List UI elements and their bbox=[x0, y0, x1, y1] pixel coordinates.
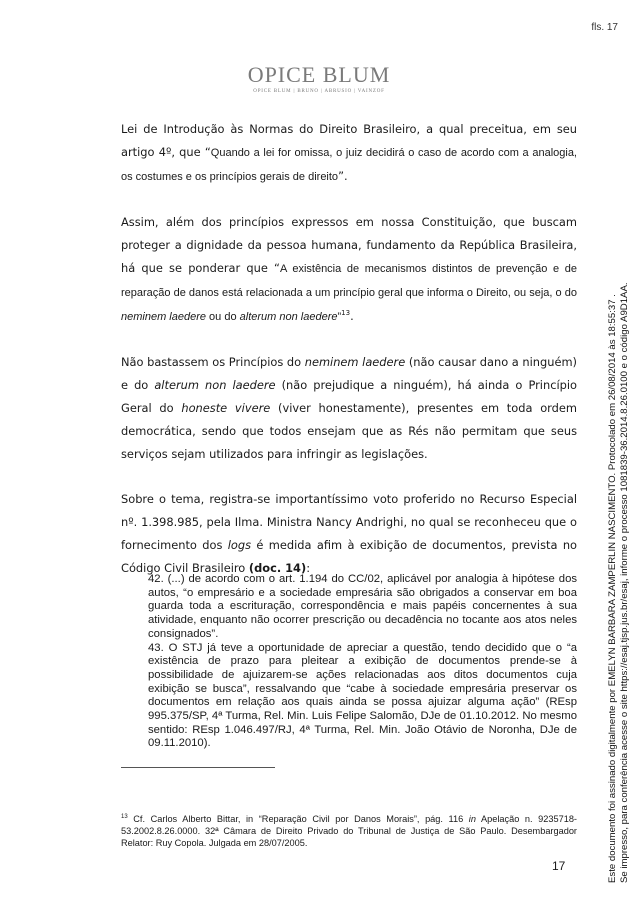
p3-text-g: (viver honestamente), presentes em toda ordem democrática, sendo que todos ensejam que as Rés não permitam que seus serviços sejam utilizados para infringir as legislações. bbox=[121, 401, 577, 461]
stamp-line-2: Se impresso, para conferência acesse o site https://esaj.tjsp.jus.br/esaj, informe o processo 1081839-36.2014.8.26.0100 e o código A9D1AA. bbox=[619, 282, 630, 883]
body-text bbox=[121, 118, 577, 580]
signature-stamp bbox=[607, 63, 631, 883]
footnote-text-c: Apelação n. 9235718-53.2002.8.26.0000. 32ª Câmara de Direito Privado do Tribunal de Justiça de São Paulo. Desembargador Relator: Ruy Copola. Julgada em 28/07/2005. bbox=[121, 814, 577, 848]
p4-colon: : bbox=[306, 561, 311, 575]
p3-latin-3: honeste vivere bbox=[181, 401, 271, 415]
p3-text-c: (não causar dano a ninguém) e do bbox=[121, 355, 577, 392]
paragraph-4 bbox=[121, 488, 577, 580]
stamp-line-1: Este documento foi assinado digitalmente por EMELYN BARBARA ZAMPERLIN NASCIMENTO. Protocolado em 26/08/2014 às 18:55:37 . bbox=[607, 294, 618, 883]
block-quote bbox=[148, 573, 577, 751]
p1-text-a: Lei de Introdução às Normas do Direito Brasileiro, a qual preceitua, em seu artigo 4º, que “ bbox=[121, 122, 577, 159]
footnote-in: in bbox=[468, 814, 476, 824]
logo-subtitle: OPICE BLUM | BRUNO | ABRUSIO | VAINZOF bbox=[253, 89, 385, 94]
paragraph-2 bbox=[121, 211, 577, 329]
p2-text-a: Assim, além dos princípios expressos em nossa Constituição, que buscam proteger a dignidade da pessoa humana, fundamento da República Brasileira, há que se ponderar que “ bbox=[121, 215, 577, 275]
footnote-ref-13: 13 bbox=[341, 309, 351, 318]
quote-item-42: 42. (...) de acordo com o art. 1.194 do CC/02, aplicável por analogia à hipótese dos autos, “o empresário e a sociedade empresária são obrigados a conservar em boa guarda toda a escrituração, correspondência e mais papéis concernentes à sua atividade, enquanto não ocorrer prescrição ou decadência no tocante aos atos neles consignados”. bbox=[148, 573, 577, 640]
p4-text-c: é medida afim à exibição de documentos, prevista no Código Civil Brasileiro bbox=[121, 538, 578, 575]
footnote-13 bbox=[121, 813, 577, 849]
p3-text-a: Não bastassem os Princípios do bbox=[121, 355, 305, 369]
logo-name: OPICE BLUM bbox=[247, 62, 391, 87]
quote-item-43: 43. O STJ já teve a oportunidade de apreciar a questão, tendo decidido que o “a existência de prazo para pleitear a exibição de documentos prende-se à possibilidade de ajuizarem-se ações relacionadas aos ditos documentos cuja exibição se busca”, ressalvando que “cabe à sociedade empresária preservar os documentos em relação aos quais ainda se possa ajuizar alguma ação” (REsp 995.375/SP, 4ª Turma, Rel. Min. Luis Felipe Salomão, DJe de 01.10.2012. No mesmo sentido: REsp 1.046.497/RJ, 4ª Turma, Rel. Min. João Otávio de Noronha, DJe de 09.11.2010). bbox=[148, 641, 577, 750]
paragraph-1 bbox=[121, 118, 577, 189]
p1-text-c: ”. bbox=[338, 169, 348, 183]
p2-latin-2: alterum non laedere bbox=[239, 311, 338, 323]
p2-latin-1: neminem laedere bbox=[121, 311, 206, 323]
p3-latin-2: alterum non laedere bbox=[154, 378, 276, 392]
p2-quote: A existência de mecanismos distintos de prevenção e de reparação de danos está relacionada a um princípio geral que informa o Direito, ou seja, o do bbox=[121, 263, 577, 299]
p1-quote: Quando a lei for omissa, o juiz decidirá o caso de acordo com a analogia, os costumes e os princípios gerais de direito bbox=[121, 147, 577, 183]
paragraph-3 bbox=[121, 351, 577, 466]
p4-text-a: Sobre o tema, registra-se importantíssimo voto proferido no Recurso Especial nº. 1.398.985, pela Ilma. Ministra Nancy Andrighi, no qual se reconheceu que o fornecimento dos bbox=[121, 492, 577, 552]
page-folio-label: fls. 17 bbox=[591, 22, 618, 33]
p2-close-quote: ” bbox=[337, 311, 342, 323]
p3-latin-1: neminem laedere bbox=[304, 355, 406, 369]
p2-text-d: ou do bbox=[206, 311, 240, 323]
p4-doc-ref: (doc. 14) bbox=[248, 561, 307, 575]
footnote-divider bbox=[121, 767, 275, 768]
p4-logs: logs bbox=[227, 538, 252, 552]
footnote-number: 13 bbox=[121, 813, 128, 820]
p2-period: . bbox=[350, 309, 354, 323]
firm-logo bbox=[0, 62, 638, 94]
page-number: 17 bbox=[552, 859, 566, 873]
p3-text-e: (não prejudique a ninguém), há ainda o Princípio Geral do bbox=[121, 378, 577, 415]
footnote-text-a: Cf. Carlos Alberto Bittar, in “Reparação Civil por Danos Morais”, pág. 116 bbox=[127, 814, 469, 824]
